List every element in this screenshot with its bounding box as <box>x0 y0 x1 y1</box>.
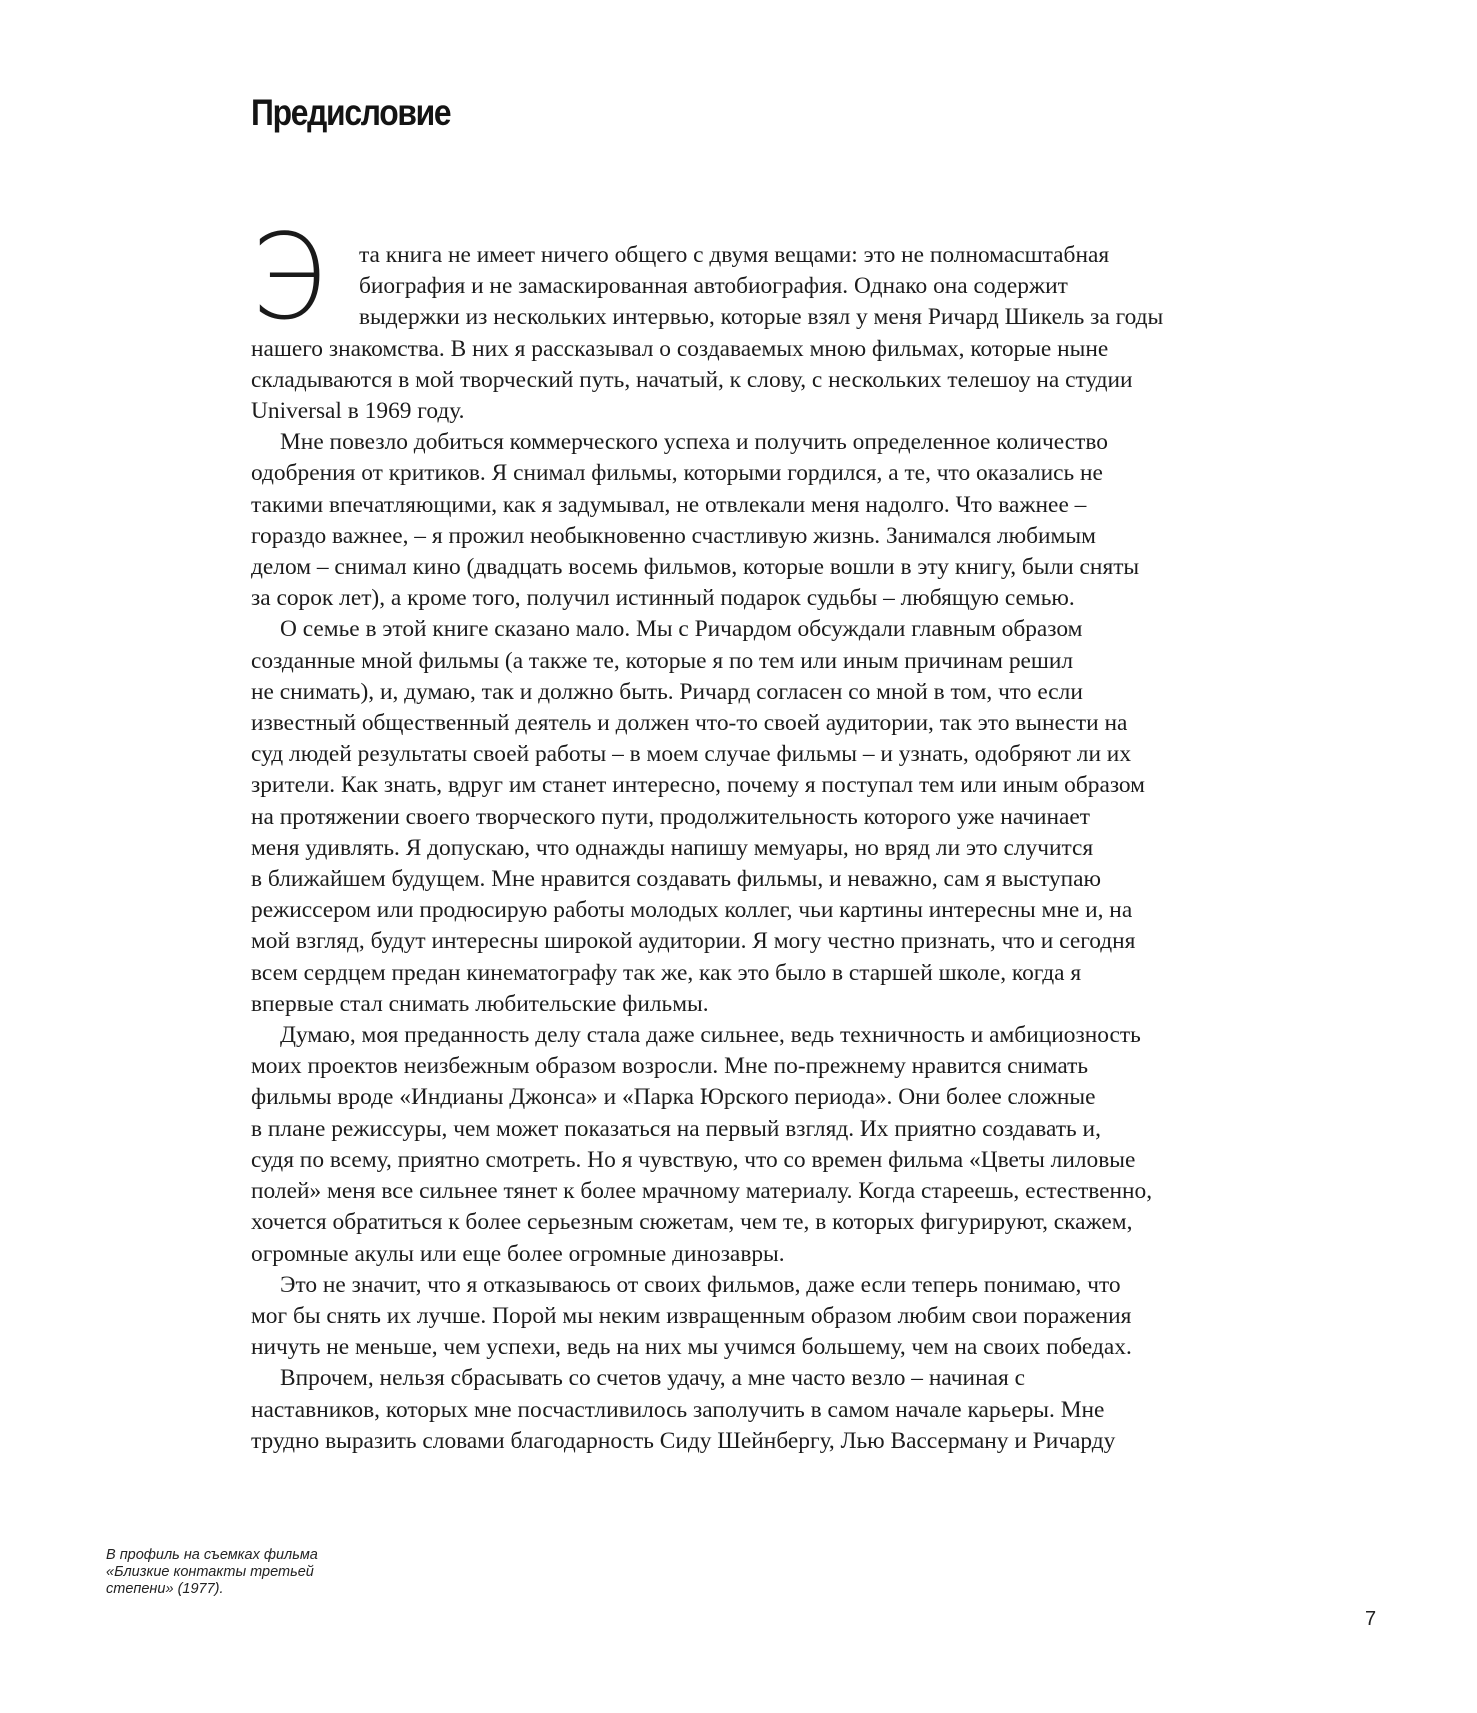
text-line: Впрочем, нельзя сбрасывать со счетов удачу, а мне часто везло – начиная с <box>280 1365 1025 1392</box>
drop-cap: Э <box>251 208 326 346</box>
text-line: режиссером или продюсирую работы молодых коллег, чьи картины интересны мне и, на <box>251 897 1133 924</box>
text-line: выдержки из нескольких интервью, которые взял у меня Ричард Шикель за годы <box>359 304 1164 331</box>
text-line: созданные мной фильмы (а также те, которые я по тем или иным причинам решил <box>251 647 1074 674</box>
page-title: Предисловие <box>251 92 451 133</box>
text-line: та книга не имеет ничего общего с двумя вещами: это не полномасштабная <box>359 242 1110 268</box>
text-line: делом – снимал кино (двадцать восемь фильмов, которые вошли в эту книгу, были сняты <box>251 554 1140 581</box>
text-line: в ближайшем будущем. Мне нравится создавать фильмы, и неважно, сам я выступаю <box>251 866 1101 893</box>
text-line: биография и не замаскированная автобиография. Однако она содержит <box>359 273 1068 300</box>
text-line: О семье в этой книге сказано мало. Мы с Ричардом обсуждали главным образом <box>280 616 1083 643</box>
text-line: известный общественный деятель и должен что-то своей аудитории, так это вынести на <box>251 710 1128 737</box>
text-line: складываются в мой творческий путь, начатый, к слову, с нескольких телешоу на студии <box>251 366 1133 393</box>
text-line: одобрения от критиков. Я снимал фильмы, которыми гордился, а те, что оказались не <box>251 460 1103 487</box>
body-text <box>251 240 1251 1457</box>
text-line: не снимать), и, думаю, так и должно быть. Ричард согласен со мной в том, что если <box>251 678 1083 705</box>
text-line: такими впечатляющими, как я задумывал, не отвлекали меня надолго. Что важнее – <box>251 491 1087 518</box>
text-line: впервые стал снимать любительские фильмы. <box>251 990 709 1017</box>
text-line: суд людей результаты своей работы – в моем случае фильмы – и узнать, одобряют ли их <box>251 741 1132 768</box>
text-line: нашего знакомства. В них я рассказывал о создаваемых мною фильмах, которые ныне <box>251 335 1109 362</box>
text-line: наставников, которых мне посчастливилось заполучить в самом начале карьеры. Мне <box>251 1396 1105 1423</box>
text-line: зрители. Как знать, вдруг им станет интересно, почему я поступал тем или иным образом <box>251 772 1145 799</box>
text-line: трудно выразить словами благодарность Сиду Шейнбергу, Лью Вассерману и Ричарду <box>251 1427 1116 1454</box>
photo-caption <box>106 1547 396 1598</box>
text-line: Universal в 1969 году. <box>251 398 465 425</box>
text-line: ничуть не меньше, чем успехи, ведь на них мы учимся большему, чем на своих победах. <box>251 1334 1132 1361</box>
text-line: Думаю, моя преданность делу стала даже сильнее, ведь техничность и амбициозность <box>280 1022 1141 1049</box>
text-line: гораздо важнее, – я прожил необыкновенно счастливую жизнь. Занимался любимым <box>251 522 1096 549</box>
text-line: мог бы снять их лучше. Порой мы неким извращенным образом любим свои поражения <box>251 1302 1132 1329</box>
text-line: хочется обратиться к более серьезным сюжетам, чем те, в которых фигурируют, скажем, <box>251 1209 1133 1236</box>
text-line: моих проектов неизбежным образом возросли. Мне по-прежнему нравится снимать <box>251 1053 1089 1080</box>
caption-line: степени» (1977). <box>106 1581 224 1597</box>
text-line: мой взгляд, будут интересны широкой аудитории. Я могу честно признать, что и сегодня <box>251 928 1136 955</box>
text-line: всем сердцем предан кинематографу так же, как это было в старшей школе, когда я <box>251 959 1082 986</box>
text-line: за сорок лет), а кроме того, получил истинный подарок судьбы – любящую семью. <box>251 585 1075 612</box>
text-line: фильмы вроде «Индианы Джонса» и «Парка Юрского периода». Они более сложные <box>251 1084 1096 1111</box>
text-line: полей» меня все сильнее тянет к более мрачному материалу. Когда стареешь, естественно, <box>251 1178 1153 1205</box>
caption-line: В профиль на съемках фильма <box>106 1547 318 1563</box>
text-line: Мне повезло добиться коммерческого успеха и получить определенное количество <box>280 429 1108 456</box>
text-line: на протяжении своего творческого пути, продолжительность которого уже начинает <box>251 803 1090 830</box>
text-line: Это не значит, что я отказываюсь от своих фильмов, даже если теперь понимаю, что <box>280 1271 1121 1298</box>
text-line: судя по всему, приятно смотреть. Но я чувствую, что со времен фильма «Цветы лиловые <box>251 1146 1136 1173</box>
text-line: меня удивлять. Я допускаю, что однажды напишу мемуары, но вряд ли это случится <box>251 834 1094 861</box>
text-line: огромные акулы или еще более огромные динозавры. <box>251 1240 785 1267</box>
page-number: 7 <box>1365 1608 1377 1630</box>
caption-line: «Близкие контакты третьей <box>106 1564 314 1580</box>
text-line: в плане режиссуры, чем может показаться на первый взгляд. Их приятно создавать и, <box>251 1115 1101 1142</box>
